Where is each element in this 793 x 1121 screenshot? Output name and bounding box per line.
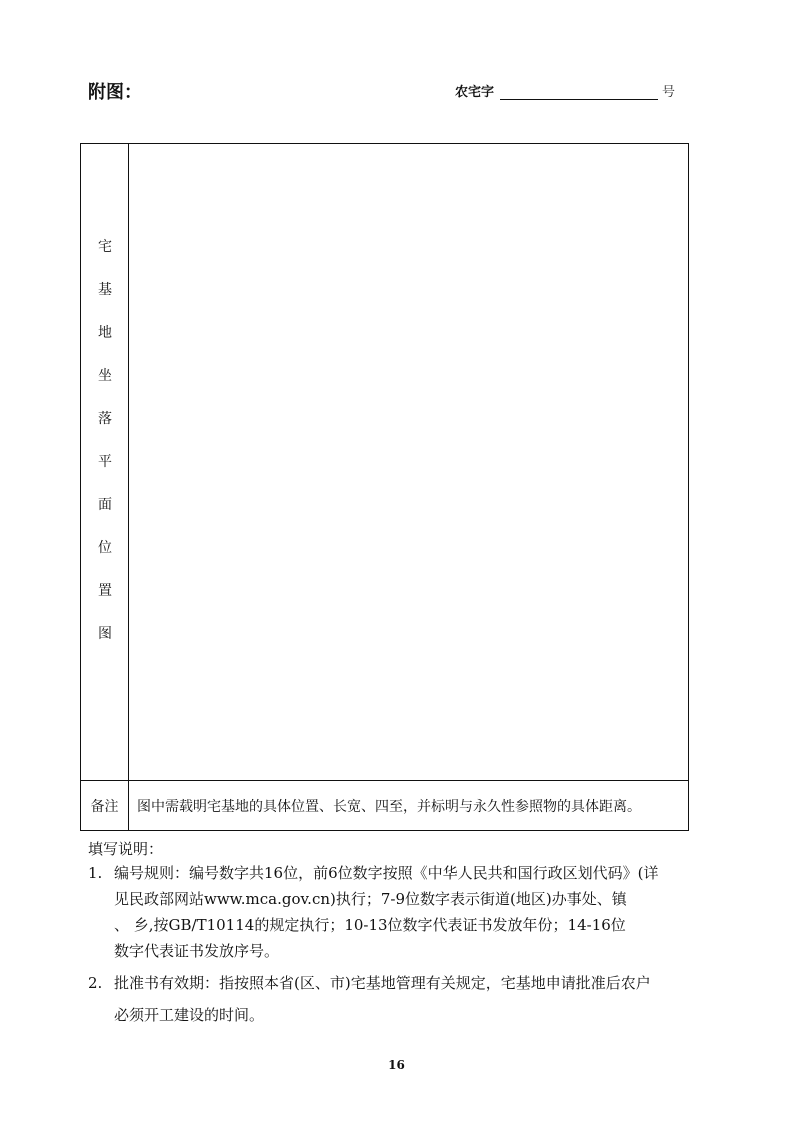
instruction-line: 批准书有效期：指按照本省(区、市)宅基地管理有关规定，宅基地申请批准后农户 [114,974,651,992]
label-char: 宅 [98,239,112,255]
label-char: 图 [98,626,112,642]
label-char: 位 [98,540,112,556]
remarks-row [81,781,688,830]
label-char: 地 [98,325,112,341]
site-plan-label-cell [81,144,129,780]
site-plan-vertical-label [81,238,129,668]
homestead-site-table [80,143,689,831]
instruction-line: 、 乡,按GB/T10114的规定执行；10-13位数字代表证书发放年份；14-16位 [114,916,626,934]
certificate-number [455,81,675,100]
instruction-number: 1. [88,864,103,882]
label-char: 落 [98,411,112,427]
instruction-line: 见民政部网站www.mca.gov.cn)执行；7-9位数字表示街道(地区)办事处、镇 [114,890,627,908]
site-plan-row [81,144,688,781]
instruction-number: 2. [88,974,103,992]
certificate-suffix: 号 [662,85,676,100]
instruction-line: 数字代表证书发放序号。 [114,942,280,960]
certificate-number-blank [500,85,658,100]
remarks-text: 图中需载明宅基地的具体位置、长宽、四至，并标明与永久性参照物的具体距离。 [137,798,641,815]
certificate-prefix: 农宅字 [455,85,495,100]
page-header [0,0,793,120]
label-char: 面 [98,497,112,513]
page-number: 16 [388,1058,405,1072]
instruction-line: 必须开工建设的时间。 [114,1006,265,1024]
label-char: 置 [98,583,112,599]
label-char: 平 [98,454,112,470]
site-plan-drawing-area[interactable] [129,144,688,780]
label-char: 坐 [98,368,112,384]
label-char: 基 [98,282,112,298]
attachment-title: 附图： [88,82,142,103]
remarks-label: 备注 [81,781,129,830]
instructions-heading: 填写说明： [88,840,164,858]
instruction-line: 编号规则：编号数字共16位，前6位数字按照《中华人民共和国行政区划代码》(详 [114,864,659,882]
